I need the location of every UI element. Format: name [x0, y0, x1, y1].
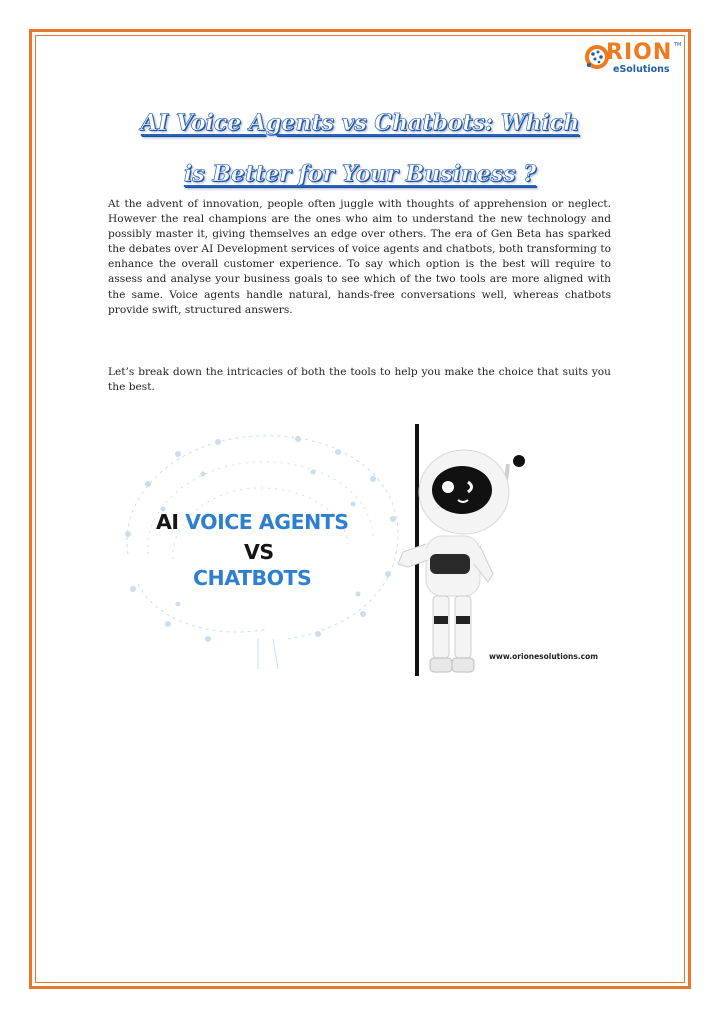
- hero-voice-agents-text: VOICE AGENTS: [185, 510, 349, 534]
- hero-image: [108, 424, 611, 676]
- logo-subtitle: eSolutions: [613, 64, 670, 75]
- hero-vs-text: VS: [244, 540, 274, 564]
- hero-ai-text: AI: [156, 510, 179, 534]
- lead-in-paragraph: Let’s break down the intricacies of both the tools to help you make the choice that suits you the best.: [108, 366, 611, 394]
- hero-heading-line-1: [156, 510, 349, 534]
- hero-chatbots-text: CHATBOTS: [193, 566, 312, 590]
- orion-logo: [584, 42, 680, 76]
- intro-paragraph: At the advent of innovation, people often juggle with thoughts of apprehension or neglect. However the real champions are the ones who aim to understand the new technology and possibly master it, giving themselves an edge over others. The era of Gen Beta has sparked the debates over AI Development services of voice agents and chatbots, both transforming to enhance the overall customer experience. To say which option is the best will require to assess and analyse your business goals to see which of the two tools are more aligned with the same. Voice agents handle natural, hands-free conversations well, whereas chatbots provide swift, structured answers.: [108, 198, 611, 316]
- logo-trademark: TM: [674, 42, 682, 48]
- title-line-2: is Better for Your Business ?: [183, 161, 537, 187]
- title-line-1: AI Voice Agents vs Chatbots: Which: [140, 110, 580, 136]
- page-title: [90, 98, 630, 200]
- brain-robot-illustration: [108, 424, 611, 676]
- hero-website-url: www.orionesolutions.com: [489, 652, 599, 661]
- logo-wordmark: RION: [606, 40, 673, 65]
